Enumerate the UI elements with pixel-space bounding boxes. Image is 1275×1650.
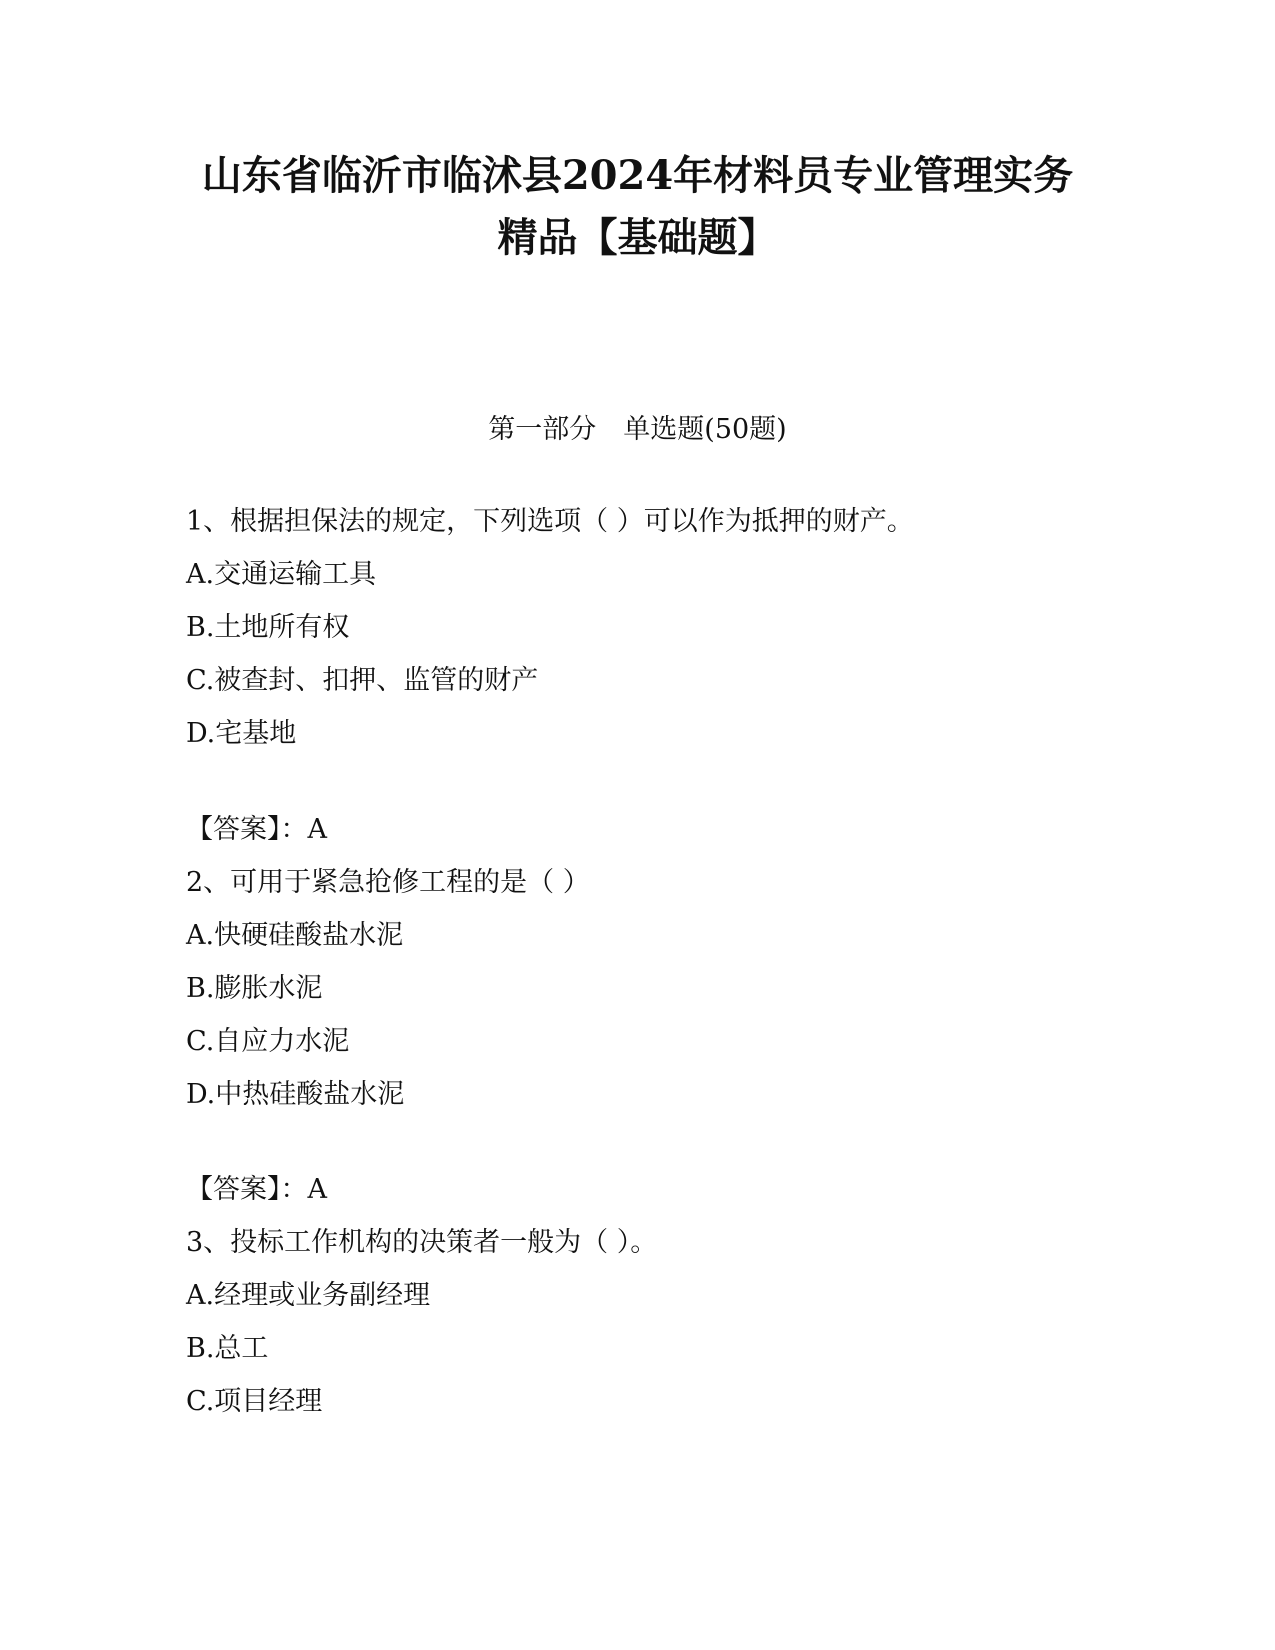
section-heading: 第一部分 单选题(50题) <box>488 414 787 445</box>
question-3-option-b: B.总工 <box>186 1333 269 1364</box>
document-title-line-1: 山东省临沂市临沭县2024年材料员专业管理实务 <box>201 152 1074 199</box>
question-2-answer: 【答案】：A <box>186 1174 327 1205</box>
question-1-option-c: C.被查封、扣押、监管的财产 <box>186 665 539 696</box>
question-2-option-c: C.自应力水泥 <box>186 1026 350 1057</box>
question-1-option-a: A.交通运输工具 <box>186 559 377 590</box>
question-3-stem: 3、投标工作机构的决策者一般为（ ）。 <box>186 1227 658 1258</box>
question-3-option-a: A.经理或业务副经理 <box>186 1280 431 1311</box>
document-title-line-2: 精品【基础题】 <box>497 214 778 261</box>
question-2-option-a: A.快硬硅酸盐水泥 <box>186 920 404 951</box>
question-1-option-d: D.宅基地 <box>186 718 297 749</box>
question-2-stem: 2、可用于紧急抢修工程的是（ ） <box>186 867 590 898</box>
question-1-stem: 1、根据担保法的规定，下列选项（ ）可以作为抵押的财产。 <box>186 506 914 537</box>
question-1-answer: 【答案】：A <box>186 814 327 845</box>
question-2-option-b: B.膨胀水泥 <box>186 973 323 1004</box>
question-1-option-b: B.土地所有权 <box>186 612 350 643</box>
question-3-option-c: C.项目经理 <box>186 1386 323 1417</box>
question-2-option-d: D.中热硅酸盐水泥 <box>186 1079 405 1110</box>
